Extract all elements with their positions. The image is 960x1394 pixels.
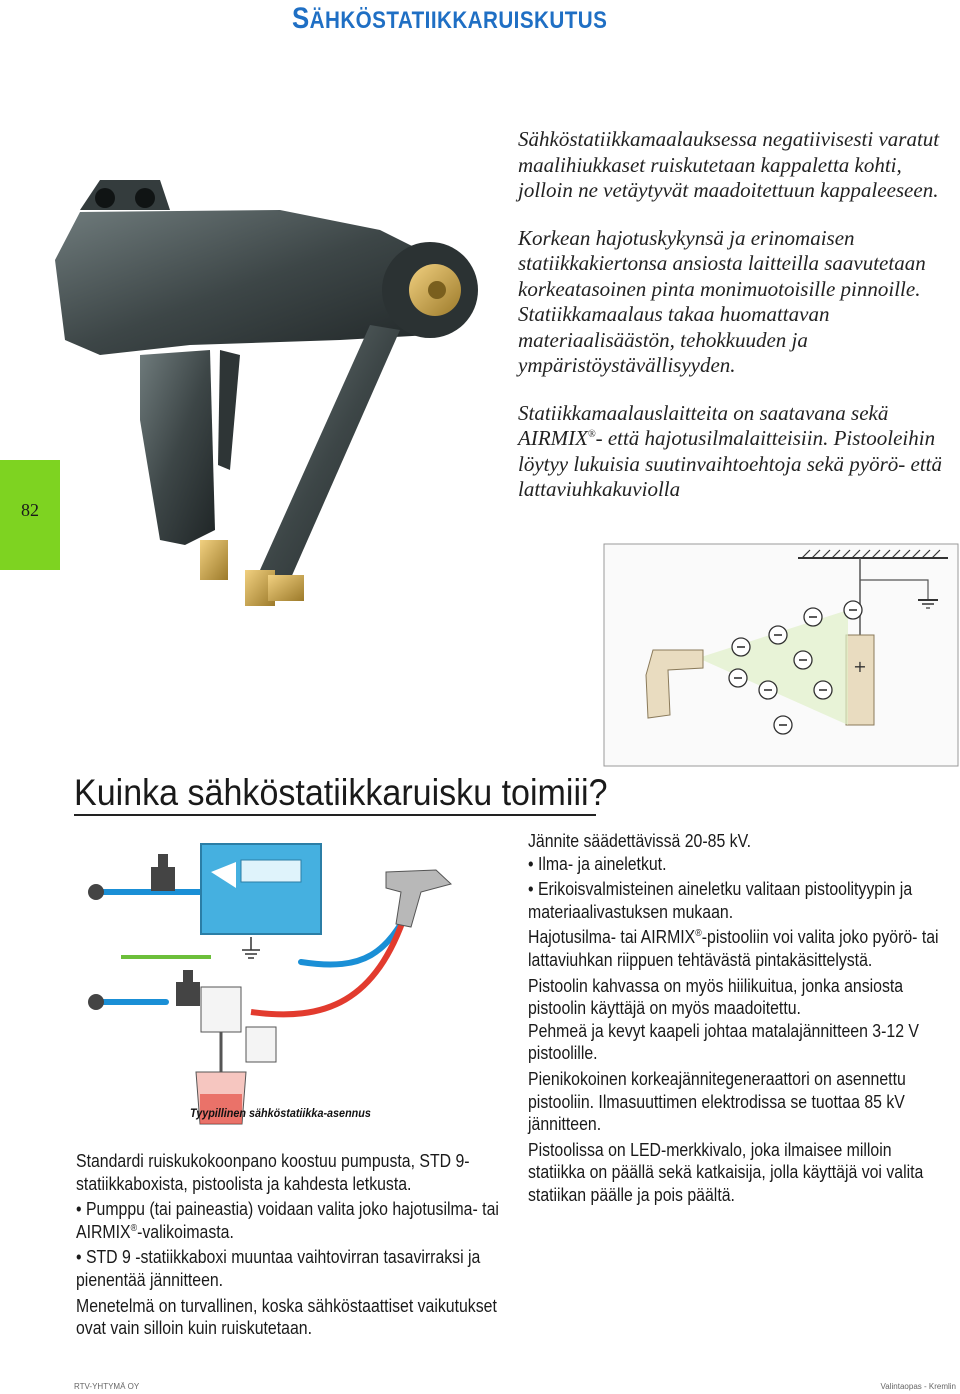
footer-guide: Valintaopas - Kremlin xyxy=(880,1382,956,1391)
electrostatic-diagram xyxy=(598,540,960,768)
right-paragraph-6: Pehmeä ja kevyt kaapeli johtaa matalajännitteen 3-12 V pistoolille. xyxy=(528,1020,919,1064)
page-title: SÄHKÖSTATIIKKARUISKUTUS xyxy=(292,2,608,35)
left-paragraph-1: Standardi ruiskukokoonpano koostuu pumpusta, STD 9-statiikkaboxista, pistoolista ja kahdesta letkusta. xyxy=(76,1151,470,1194)
intro-text xyxy=(518,127,948,503)
right-paragraph-4: Hajotusilma- tai AIRMIX®-pistooliin voi valita joko pyörö- tai lattaviuhkan riippuen tehtävästä pintakäsittelystä. xyxy=(528,927,939,970)
intro-paragraph-1: Sähköstatiikkamaalauksessa negatiivisesti varatut maalihiukkaset ruiskutetaan kappaletta kohti, jolloin ne vetäytyvät maadoitettuun kappaleeseen. xyxy=(518,127,940,202)
right-paragraph-1: Jännite säädettävissä 20-85 kV. xyxy=(528,831,752,851)
right-paragraph-7: Pienikokoinen korkeajännitegeneraattori on asennettu pistooliin. Ilmasuuttimen elektrodissa se tuottaa 85 kV jännitteen. xyxy=(528,1068,906,1135)
right-paragraph-3: • Erikoisvalmisteinen aineletku valitaan pistoolityypin ja materiaalivastuksen mukaan. xyxy=(528,879,913,922)
svg-text:+: + xyxy=(853,657,867,676)
right-paragraph-2: • Ilma- ja aineletkut. xyxy=(528,853,667,874)
left-paragraph-4: Menetelmä on turvallinen, koska sähköstaattiset vaikutukset ovat vain silloin kuin ruiskutetaan. xyxy=(76,1295,497,1339)
left-column-text xyxy=(76,1150,507,1343)
right-paragraph-8: Pistoolissa on LED-merkkivalo, joka ilmaisee milloin statiikka on päällä sekä katkaisija, jolla käyttäjä voi valita statiikan päälle ja pois päältä. xyxy=(528,1139,924,1205)
heading-divider xyxy=(74,814,596,816)
right-column-text xyxy=(528,830,952,1210)
left-paragraph-2: • Pumppu (tai paineastia) voidaan valita joko hajotusilma- tai AIRMIX®-valikoimasta. xyxy=(76,1199,499,1242)
intro-paragraph-3: Statiikkamaalauslaitteita on saatavana sekä AIRMIX®- että hajotusilmalaitteisiin. Pistooleihin löytyy lukuisia suutinvaihtoehtoja sekä pyörö- että lattaviuhkakuviolla xyxy=(518,400,942,501)
right-paragraph-5: Pistoolin kahvassa on myös hiilikuitua, jonka ansiosta pistoolin käyttäjä on myös maadoitettu. xyxy=(528,975,904,1019)
page-number: 82 xyxy=(21,500,39,520)
installation-diagram xyxy=(76,832,516,1132)
footer-company: RTV-YHTYMÄ OY xyxy=(74,1382,140,1391)
section-heading: Kuinka sähköstatiikkaruisku toimiii? xyxy=(74,772,608,813)
diagram-caption: Tyypillinen sähköstatiikka-asennus xyxy=(190,1106,371,1120)
intro-paragraph-2: Korkean hajotuskykynsä ja erinomaisen statiikkakiertonsa ansiosta laitteilla saavutetaan korkeatasoinen pinta monimuotoisille pinnoille. Statiikkamaalaus takaa huomattavan materiaalisäästön, tehokkuuden ja ympäristöystävällisyyden. xyxy=(518,225,926,377)
left-paragraph-3: • STD 9 -statiikkaboxi muuntaa vaihtovirran tasavirraksi ja pienentää jännitteen. xyxy=(76,1247,481,1290)
spray-gun-image xyxy=(40,140,490,620)
